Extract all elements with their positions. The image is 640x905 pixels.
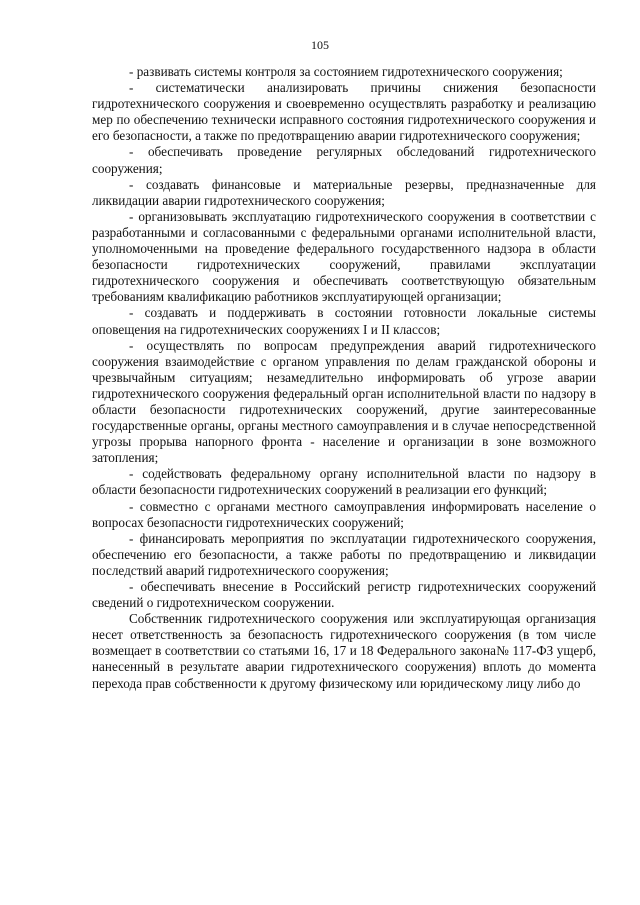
paragraph-12: Собственник гидротехнического сооружения или эксплуатирующая организация несет ответственность за безопасность гидротехнического сооружения (в том числе возмещает в соответствии со статьями 16, 17 и 18 Федерального закона№ 117-ФЗ ущерб, нанесенный в результате аварии гидротехнического сооружения) вплоть до момента перехода прав собственности к другому физическому или юридическому лицу либо до <box>92 611 596 691</box>
paragraph-6: - создавать и поддерживать в состоянии готовности локальные системы оповещения на гидротехнических сооружениях I и II классов; <box>92 305 596 337</box>
paragraph-2: - систематически анализировать причины снижения безопасности гидротехнического сооружения и своевременно осуществлять разработку и реализацию мер по обеспечению технически исправного состояния гидротехнического сооружения и его безопасности, а также по предотвращению аварии гидротехнического сооружения; <box>92 80 596 144</box>
paragraph-8: - содействовать федеральному органу исполнительной власти по надзору в области безопасности гидротехнических сооружений в реализации его функций; <box>92 466 596 498</box>
page-number: 105 <box>311 38 329 52</box>
paragraph-3: - обеспечивать проведение регулярных обследований гидротехнического сооружения; <box>92 144 596 176</box>
paragraph-1: - развивать системы контроля за состоянием гидротехнического сооружения; <box>129 64 563 79</box>
paragraph-4: - создавать финансовые и материальные резервы, предназначенные для ликвидации аварии гидротехнического сооружения; <box>92 176 596 208</box>
paragraph-10: - финансировать мероприятия по эксплуатации гидротехнического сооружения, обеспечению его безопасности, а также работы по предотвращению и ликвидации последствий аварий гидротехнического сооружения; <box>92 530 596 578</box>
paragraph-5: - организовывать эксплуатацию гидротехнического сооружения в соответствии с разработанными и согласованными с федеральными органами исполнительной власти, уполномоченными на проведение федерального государственного надзора в области безопасности гидротехнических сооружений, правилами эксплуатации гидротехнического сооружения и обеспечивать соответствующую обязательным требованиям квалификацию работников эксплуатирующей организации; <box>92 208 596 305</box>
paragraph-7: - осуществлять по вопросам предупреждения аварий гидротехнического сооружения взаимодействие с органом управления по делам гражданской обороны и чрезвычайным ситуациям; незамедлительно информировать об угрозе аварии гидротехнического сооружения федеральный орган исполнительной власти по надзору в области безопасности гидротехнических сооружений, другие заинтересованные государственные органы, органы местного самоуправления и в случае непосредственной угрозы прорыва напорного фронта - население и организации в зоне возможного затопления; <box>92 337 596 466</box>
document-body <box>92 64 596 692</box>
paragraph-9: - совместно с органами местного самоуправления информировать население о вопросах безопасности гидротехнических сооружений; <box>92 498 596 530</box>
paragraph-11: - обеспечивать внесение в Российский регистр гидротехнических сооружений сведений о гидротехническом сооружении. <box>92 579 596 611</box>
